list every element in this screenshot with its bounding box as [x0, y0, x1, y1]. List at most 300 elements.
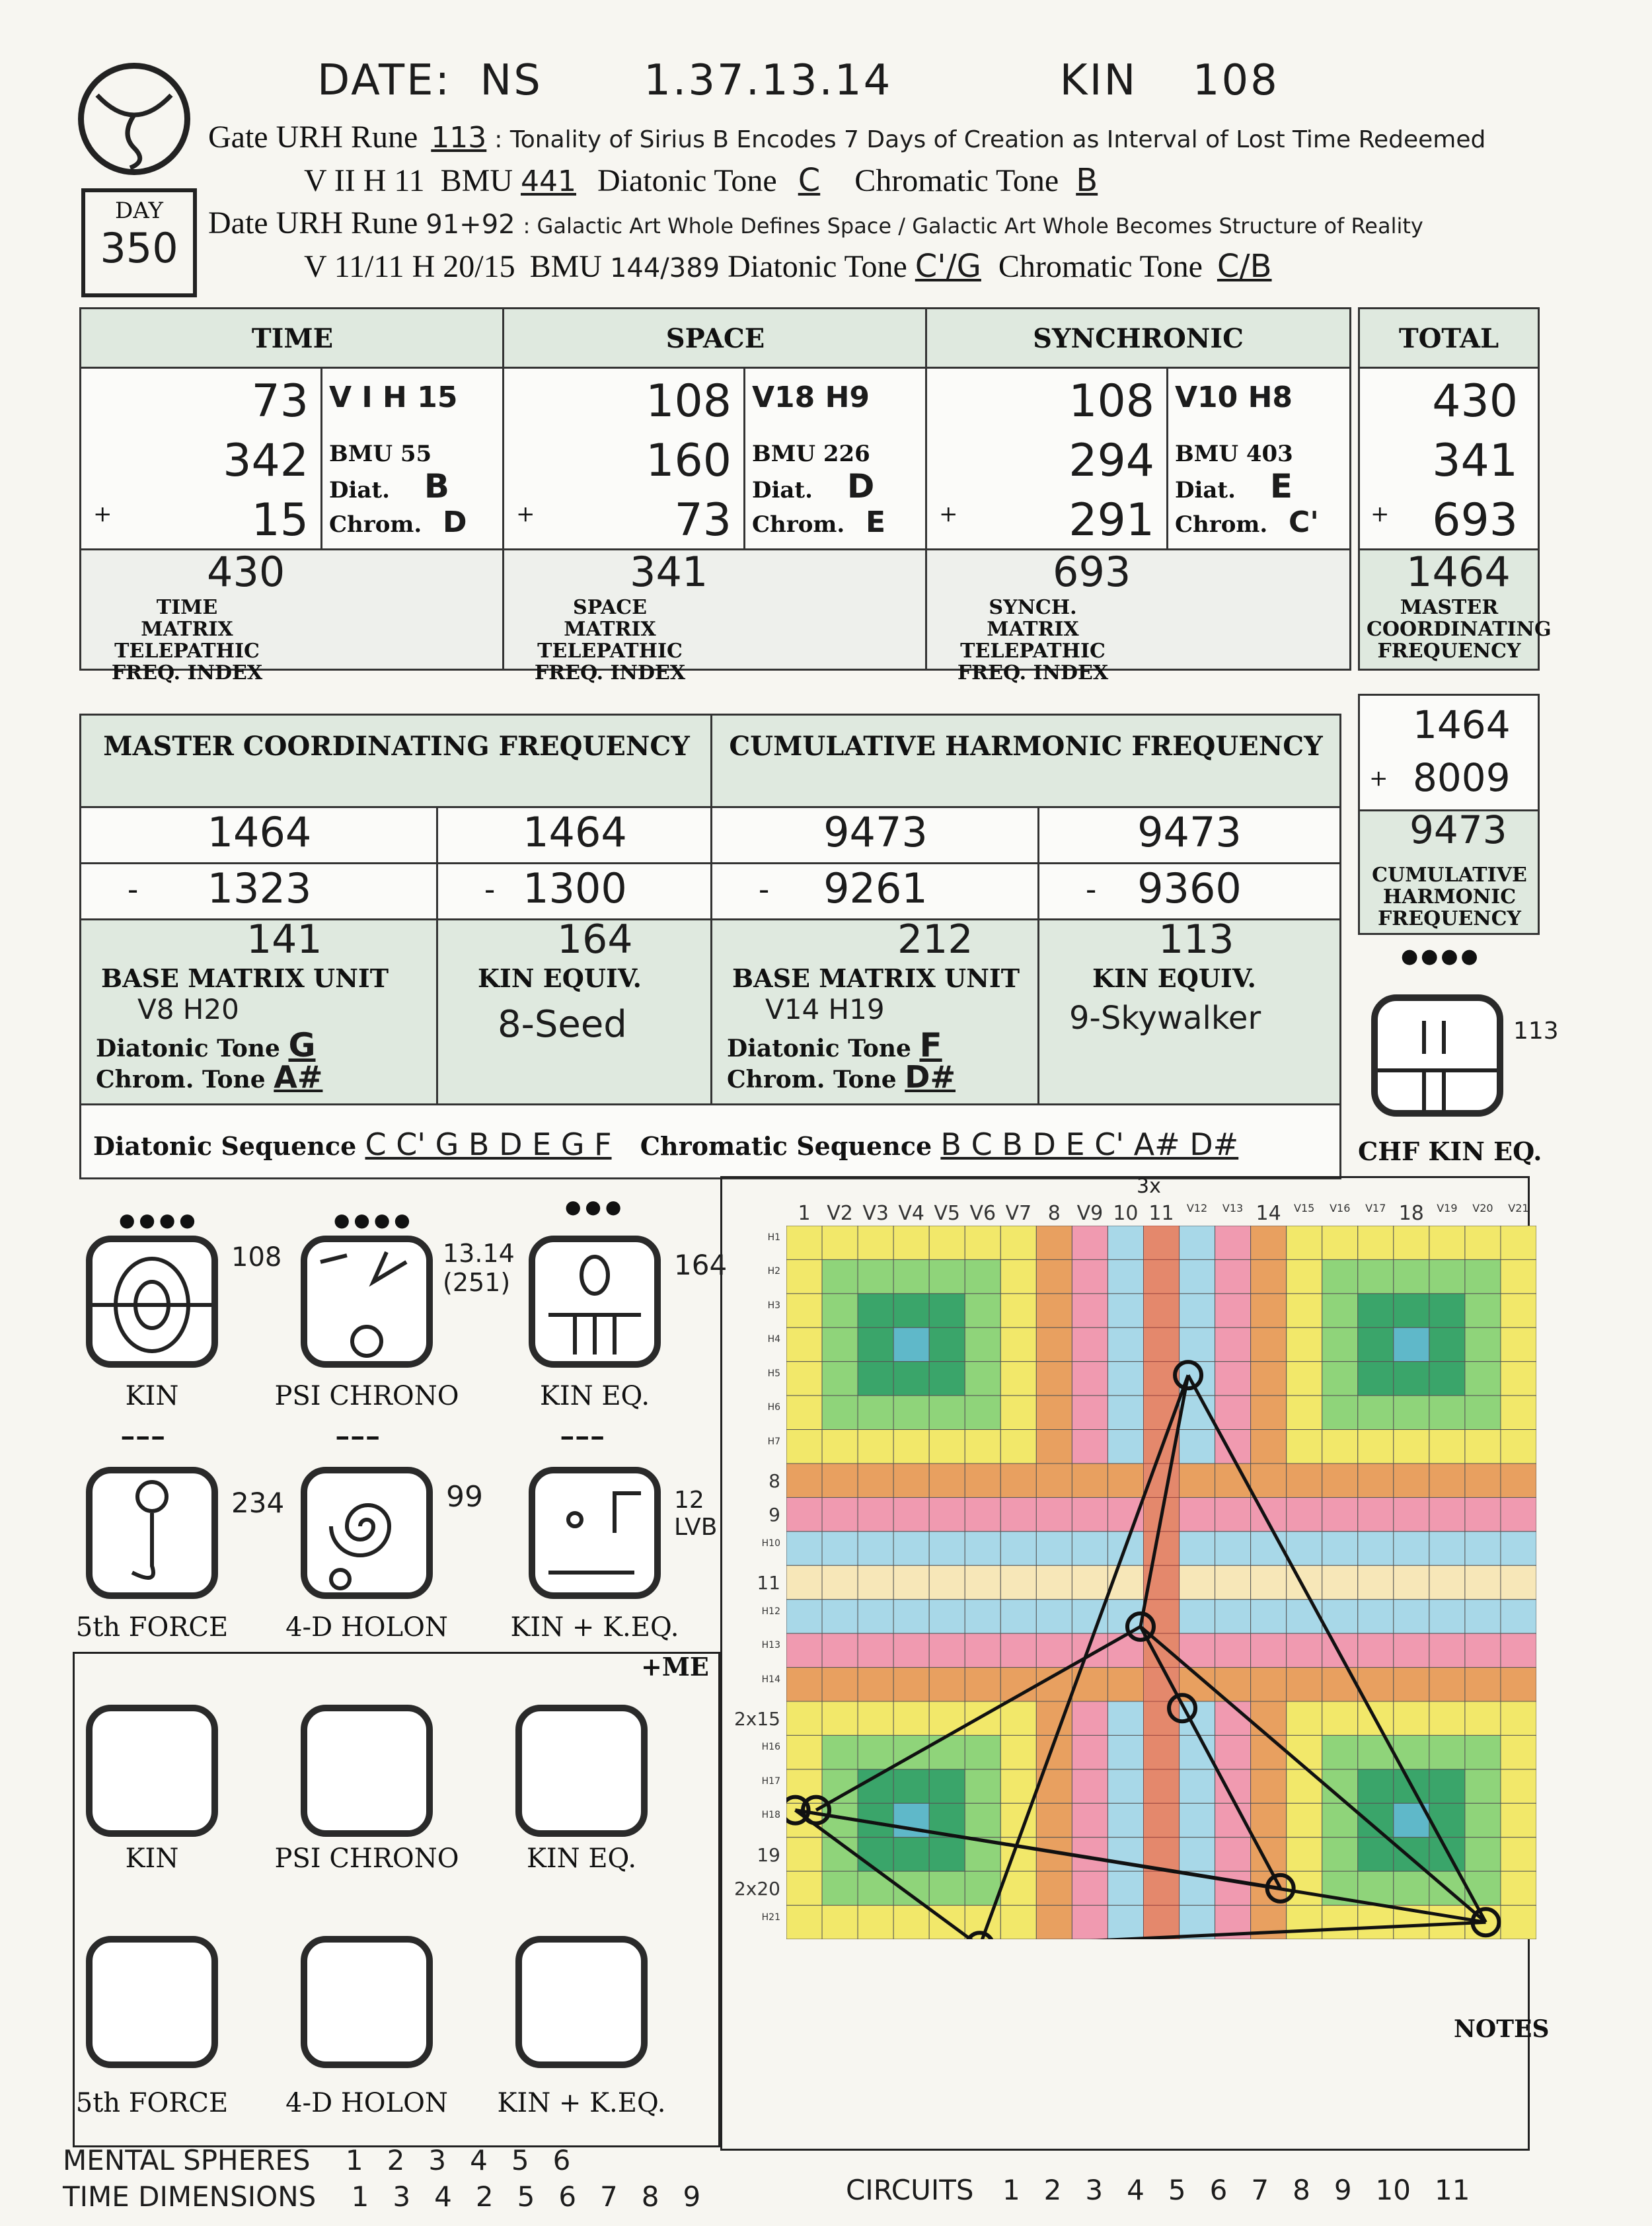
grid-cell [1072, 1735, 1108, 1769]
date-rune-vh: V 11/11 H 20/15 [304, 249, 515, 284]
row-header: 19 [757, 1843, 780, 1866]
grid-cell [1501, 1633, 1536, 1667]
gate-bmu-label: BMU [440, 163, 513, 198]
gate-vh: V II H 11 [304, 163, 425, 198]
grid-cell [1394, 1565, 1429, 1599]
total-total: 1464 [1406, 548, 1511, 596]
grid-cell [965, 1294, 1000, 1327]
minus-3: - [759, 871, 770, 908]
space-diat-label: Diat. [752, 477, 813, 503]
grid-cell [1251, 1668, 1287, 1701]
grid-cell [822, 1532, 858, 1565]
grid-cell [1322, 1701, 1358, 1735]
total-header [1358, 307, 1540, 370]
grid-cell [1251, 1226, 1287, 1259]
grid-cell [1180, 1327, 1215, 1361]
grid-cell [786, 1837, 822, 1871]
footer-value: 3 [393, 2180, 411, 2213]
grid-cell [929, 1294, 965, 1327]
kineq-glyph-label: KIN EQ. [539, 1381, 650, 1411]
grid-cell [1287, 1532, 1322, 1565]
time-title: TIME [251, 323, 334, 354]
space-info [743, 367, 928, 552]
grid-cell [1501, 1362, 1536, 1395]
blank-kinkeq-glyph[interactable] [515, 1936, 648, 2068]
footer-value: 3 [1085, 2174, 1104, 2206]
kin-value: 108 [1192, 56, 1279, 105]
row-header: H3 [767, 1300, 780, 1311]
blank-force-glyph[interactable] [86, 1936, 218, 2068]
grid-cell [1287, 1803, 1322, 1837]
space-chrom: E [866, 505, 886, 539]
kin-equiv-label-1: KIN EQUIV. [478, 963, 642, 993]
grid-cell [822, 1294, 858, 1327]
grid-cell [858, 1769, 893, 1803]
grid-cell [1394, 1430, 1429, 1464]
time-chrom-row [329, 505, 497, 539]
grid-cell [858, 1871, 893, 1905]
grid-cell [1429, 1259, 1465, 1293]
space-total: 341 [630, 548, 708, 596]
mcf-c1-top-cell [79, 806, 439, 866]
grid-cell [893, 1600, 929, 1633]
sync-diat-row [1175, 467, 1343, 505]
mcf-c2-sub-cell [436, 862, 714, 922]
grid-cell [1180, 1803, 1215, 1837]
grid-cell [1358, 1803, 1394, 1837]
grid-cell [893, 1430, 929, 1464]
mcf-c4-sub-cell [1037, 862, 1341, 922]
psi-glyph-dots: ●●●● [334, 1209, 414, 1231]
kin-label: KIN [1059, 56, 1138, 105]
grid-cell [786, 1633, 822, 1667]
grid-cell [1501, 1600, 1536, 1633]
kin-seed-icon [93, 1242, 211, 1361]
grid-cell [1322, 1906, 1358, 1939]
force-glyph-dots: ━━━ [122, 1427, 168, 1449]
col-header: 1 [798, 1202, 811, 1225]
footer-value: 6 [558, 2180, 577, 2213]
grid-cell [1501, 1464, 1536, 1497]
grid-cell [1358, 1430, 1394, 1464]
grid-cell [1429, 1803, 1465, 1837]
time-total: 430 [207, 548, 285, 596]
grid-cell [965, 1565, 1000, 1599]
col-header: V6 [969, 1202, 996, 1225]
grid-cell [1501, 1532, 1536, 1565]
grid-cell [893, 1294, 929, 1327]
grid-cell [1322, 1395, 1358, 1429]
grid-cell [1394, 1701, 1429, 1735]
grid-cell [1108, 1803, 1143, 1837]
grid-cell [1251, 1565, 1287, 1599]
blank-kin-label: KIN [125, 1843, 179, 1874]
grid-cell [1287, 1226, 1322, 1259]
grid-cell [1251, 1803, 1287, 1837]
grid-cell [1251, 1769, 1287, 1803]
grid-cell [1287, 1294, 1322, 1327]
grid-cell [1394, 1668, 1429, 1701]
me-label: +ME [641, 1652, 709, 1682]
grid-cell [1215, 1871, 1251, 1905]
grid-cell [822, 1668, 858, 1701]
grid-cell [1215, 1327, 1251, 1361]
grid-cell [858, 1532, 893, 1565]
grid-cell [1215, 1226, 1251, 1259]
time-chrom-label: Chrom. [329, 511, 422, 538]
kinkeq-glyph-number: 12 LVB [674, 1487, 718, 1541]
grid-cell [1358, 1362, 1394, 1395]
grid-cell [1322, 1735, 1358, 1769]
grid-cell [929, 1769, 965, 1803]
mcf-title: MASTER COORDINATING FREQUENCY [103, 731, 690, 762]
grid-cell [929, 1668, 965, 1701]
grid-cell [1429, 1226, 1465, 1259]
grid-cell [1108, 1395, 1143, 1429]
kinkeq-human-icon [535, 1473, 654, 1592]
gate-rune: 113 [431, 121, 487, 155]
grid-cell [929, 1532, 965, 1565]
grid-cell [822, 1497, 858, 1531]
row-header: H1 [767, 1232, 780, 1243]
grid-cell [786, 1226, 822, 1259]
gate-label: Gate URH Rune [208, 120, 418, 155]
sync-index [925, 548, 1351, 685]
grid-cell [822, 1327, 858, 1361]
grid-cell [1465, 1871, 1501, 1905]
chrom-label-1: Chrom. Tone [96, 1066, 266, 1094]
grid-cell [1501, 1395, 1536, 1429]
grid-cell [1072, 1259, 1108, 1293]
row-headers [733, 1226, 783, 1939]
date-rune-bmu-label: BMU [529, 249, 602, 284]
grid-cell [1072, 1532, 1108, 1565]
date-rune-text: : Galactic Art Whole Defines Space / Galactic Art Whole Becomes Structure of Reality [523, 213, 1423, 239]
blank-holon-glyph[interactable] [301, 1936, 433, 2068]
grid-cell [1501, 1226, 1536, 1259]
grid-cell [1072, 1362, 1108, 1395]
grid-cell [786, 1362, 822, 1395]
mcf-c4-res-cell [1037, 918, 1341, 1107]
force-figure-icon [93, 1473, 211, 1592]
row-header: H16 [761, 1742, 780, 1753]
grid-cell [893, 1464, 929, 1497]
grid-cell [1072, 1668, 1108, 1701]
grid-cell [822, 1906, 858, 1939]
grid-cell [1072, 1803, 1108, 1837]
grid-cell [965, 1769, 1000, 1803]
holon-glyph-label: 4-D HOLON [285, 1612, 448, 1643]
grid-cell [822, 1565, 858, 1599]
mcf-c3-sub-cell [710, 862, 1041, 922]
blank-psi-glyph[interactable] [301, 1705, 433, 1837]
space-index-label: SPACE MATRIX TELEPATHIC FREQ. INDEX [534, 596, 686, 685]
grid-cell [1072, 1600, 1108, 1633]
grid-cell [893, 1906, 929, 1939]
blank-force-label: 5th FORCE [75, 2088, 229, 2118]
grid-cell [1108, 1327, 1143, 1361]
grid-cell [893, 1668, 929, 1701]
kin-glyph [86, 1236, 218, 1368]
time-bmu: BMU 55 [329, 441, 432, 467]
grid-cell [929, 1565, 965, 1599]
time-values [79, 367, 324, 552]
seal-icon [84, 69, 184, 169]
grid-cell [893, 1837, 929, 1871]
matrix-table [79, 307, 1552, 704]
col-headers [786, 1199, 1536, 1226]
grid-cell [1465, 1633, 1501, 1667]
chrom-label-2: Chrom. Tone [727, 1066, 897, 1094]
grid-cell [1036, 1226, 1072, 1259]
mcf-c4-top-cell [1037, 806, 1341, 866]
grid-cell [1287, 1497, 1322, 1531]
row-header: 9 [769, 1504, 780, 1526]
footer-value: 5 [1168, 2174, 1186, 2206]
grid-cell [1215, 1532, 1251, 1565]
time-diat-label: Diat. [329, 477, 390, 503]
mcf-c1-sub: 1323 [207, 864, 312, 912]
chf-plus: + [1369, 765, 1388, 792]
gate-detail-line [304, 162, 1098, 199]
mcf-c3-chrom: D# [905, 1059, 956, 1095]
grid-cell [786, 1259, 822, 1293]
date-rune-label: Date URH Rune [208, 205, 418, 241]
date-rune-line [208, 205, 1423, 241]
grid-cell [1394, 1600, 1429, 1633]
grid-cell [1180, 1837, 1215, 1871]
grid-cell [1108, 1464, 1143, 1497]
grid-cell [1036, 1362, 1072, 1395]
grid-cell [1036, 1430, 1072, 1464]
col-header: V9 [1076, 1202, 1104, 1225]
grid-cell [1251, 1294, 1287, 1327]
space-b: 160 [646, 435, 732, 487]
chf-add: 8009 [1413, 755, 1511, 800]
grid-cell [1108, 1362, 1143, 1395]
date-system: NS [480, 56, 543, 105]
sync-a: 108 [1069, 375, 1154, 427]
grid-cell [858, 1633, 893, 1667]
chf-header [710, 714, 1341, 809]
kinkeq-glyph [529, 1467, 661, 1599]
col-header: V20 [1472, 1202, 1493, 1214]
footer-value: 7 [600, 2180, 618, 2213]
grid-cell [1072, 1769, 1108, 1803]
row-header: H12 [761, 1606, 780, 1617]
grid-cell [1465, 1226, 1501, 1259]
grid-cell [1215, 1497, 1251, 1531]
time-dim-label: TIME DIMENSIONS [63, 2180, 317, 2213]
mcf-c1-diat: G [288, 1026, 316, 1064]
footer-value: 2 [387, 2144, 405, 2176]
grid-cell [1465, 1600, 1501, 1633]
grid-cell [1465, 1565, 1501, 1599]
grid-cell [1358, 1633, 1394, 1667]
grid-cell [858, 1259, 893, 1293]
mcf-c1-res: 141 [246, 916, 322, 963]
grid-cell [1394, 1259, 1429, 1293]
footer-value: 6 [1209, 2174, 1228, 2206]
grid-cell [1251, 1395, 1287, 1429]
time-diat-row [329, 467, 497, 505]
grid-cell [1394, 1633, 1429, 1667]
grid-cell [1251, 1735, 1287, 1769]
chf-kin-label: CHF KIN EQ. [1358, 1136, 1542, 1166]
blank-holon-label: 4-D HOLON [285, 2088, 448, 2118]
grid-cell [858, 1906, 893, 1939]
grid-cell [1072, 1701, 1108, 1735]
chromatic-seq-label: Chromatic Sequence [640, 1131, 932, 1161]
space-header [502, 307, 928, 370]
sync-chrom-label: Chrom. [1175, 511, 1268, 538]
kin-glyph-number: 108 [231, 1242, 282, 1273]
grid-cell [1501, 1327, 1536, 1361]
grid-cell [965, 1327, 1000, 1361]
chf-total: 9473 [1409, 807, 1507, 852]
grid-cell [1000, 1464, 1036, 1497]
grid-cell [1036, 1906, 1072, 1939]
total-a: 430 [1432, 375, 1518, 427]
grid-cell [1000, 1430, 1036, 1464]
col-header: V3 [862, 1202, 889, 1225]
footer-value: 2 [1043, 2174, 1062, 2206]
space-c: 73 [674, 494, 732, 546]
diatonic-label-1: Diatonic Tone [96, 1035, 280, 1062]
grid-cell [929, 1633, 965, 1667]
kineq-glyph [529, 1236, 661, 1368]
grid-cell [1287, 1464, 1322, 1497]
grid-cell [893, 1395, 929, 1429]
grid-cell [1358, 1497, 1394, 1531]
blank-psi-label: PSI CHRONO [274, 1843, 459, 1874]
grid-cell [1180, 1294, 1215, 1327]
time-vh: V I H 15 [329, 381, 458, 414]
chf-sum-cell [1358, 694, 1540, 813]
grid-cell [1429, 1362, 1465, 1395]
time-b: 342 [223, 435, 309, 487]
day-box [81, 188, 197, 297]
grid-cell [1394, 1464, 1429, 1497]
grid-cell [1394, 1837, 1429, 1871]
grid-cell [1108, 1430, 1143, 1464]
grid-cell [893, 1327, 929, 1361]
row-header: H6 [767, 1402, 780, 1413]
grid-cell [1501, 1837, 1536, 1871]
sync-vh: V10 H8 [1175, 381, 1293, 414]
grid-cell [893, 1259, 929, 1293]
space-chrom-row [752, 505, 920, 539]
space-diat: D [846, 467, 875, 505]
grid-cell [929, 1226, 965, 1259]
grid-cell [858, 1735, 893, 1769]
grid-cell [822, 1701, 858, 1735]
grid-cell [1322, 1294, 1358, 1327]
grid-cell [1036, 1532, 1072, 1565]
row-header: H17 [761, 1775, 780, 1787]
psi-glyph [301, 1236, 433, 1368]
grid-cell [786, 1871, 822, 1905]
grid-cell [1358, 1871, 1394, 1905]
grid-cell [965, 1497, 1000, 1531]
grid-cell [965, 1803, 1000, 1837]
grid-cell [1036, 1395, 1072, 1429]
col-header: V7 [1005, 1202, 1032, 1225]
grid-cell [1036, 1327, 1072, 1361]
day-value: 350 [100, 224, 178, 272]
grid-cell [1287, 1327, 1322, 1361]
grid-cell [858, 1395, 893, 1429]
total-index-label: MASTER COORDINATING FREQUENCY [1367, 596, 1552, 663]
blank-kineq-glyph[interactable] [515, 1705, 648, 1837]
total-values [1358, 367, 1540, 552]
grid-cell [929, 1837, 965, 1871]
grid-cell [1251, 1701, 1287, 1735]
mcf-header [79, 714, 714, 809]
grid-cell [1501, 1430, 1536, 1464]
sync-chrom: C' [1289, 505, 1319, 539]
grid-cell [1180, 1226, 1215, 1259]
grid-cell [1465, 1327, 1501, 1361]
force-glyph [86, 1467, 218, 1599]
blank-kin-glyph[interactable] [86, 1705, 218, 1837]
grid-cell [1251, 1633, 1287, 1667]
glyph-area [73, 1189, 728, 2147]
grid-cell [858, 1565, 893, 1599]
grid-cell [1251, 1600, 1287, 1633]
grid-cell [893, 1701, 929, 1735]
blank-kinkeq-label: KIN + K.EQ. [497, 2088, 666, 2118]
grid-cell [858, 1668, 893, 1701]
grid-cell [1180, 1464, 1215, 1497]
col-header: 8 [1047, 1202, 1061, 1225]
grid-cell [822, 1226, 858, 1259]
mcf-c2-res: 164 [557, 916, 633, 963]
base-unit-label-2: BASE MATRIX UNIT [732, 963, 1020, 993]
grid-cell [965, 1464, 1000, 1497]
grid-cell [1429, 1464, 1465, 1497]
grid-cell [1322, 1464, 1358, 1497]
total-index [1358, 548, 1552, 671]
grid-cell [822, 1735, 858, 1769]
diatonic-seq-label: Diatonic Sequence [93, 1131, 357, 1161]
grid-cell [1036, 1803, 1072, 1837]
holon-glyph [301, 1467, 433, 1599]
grid-cell [1287, 1430, 1322, 1464]
grid-cell [1072, 1497, 1108, 1531]
mcf-c3-top: 9473 [823, 808, 928, 856]
grid-cell [1287, 1259, 1322, 1293]
time-dim-values [352, 2180, 725, 2213]
grid-cell [1501, 1565, 1536, 1599]
chf-top: 1464 [1413, 702, 1511, 747]
grid-cell [1465, 1294, 1501, 1327]
grid-cell [822, 1362, 858, 1395]
grid-cell [1465, 1803, 1501, 1837]
grid-cell [1465, 1259, 1501, 1293]
grid-cell [965, 1395, 1000, 1429]
grid-cell [786, 1532, 822, 1565]
grid-cell [929, 1395, 965, 1429]
grid-cell [822, 1395, 858, 1429]
grid-cell [893, 1226, 929, 1259]
grid-cell [1322, 1430, 1358, 1464]
time-index-label: TIME MATRIX TELEPATHIC FREQ. INDEX [111, 596, 263, 685]
mcf-c4-sub: 9360 [1137, 864, 1242, 912]
grid-cell [1251, 1362, 1287, 1395]
color-matrix-grid [786, 1226, 1536, 1939]
date-line [317, 56, 1279, 105]
